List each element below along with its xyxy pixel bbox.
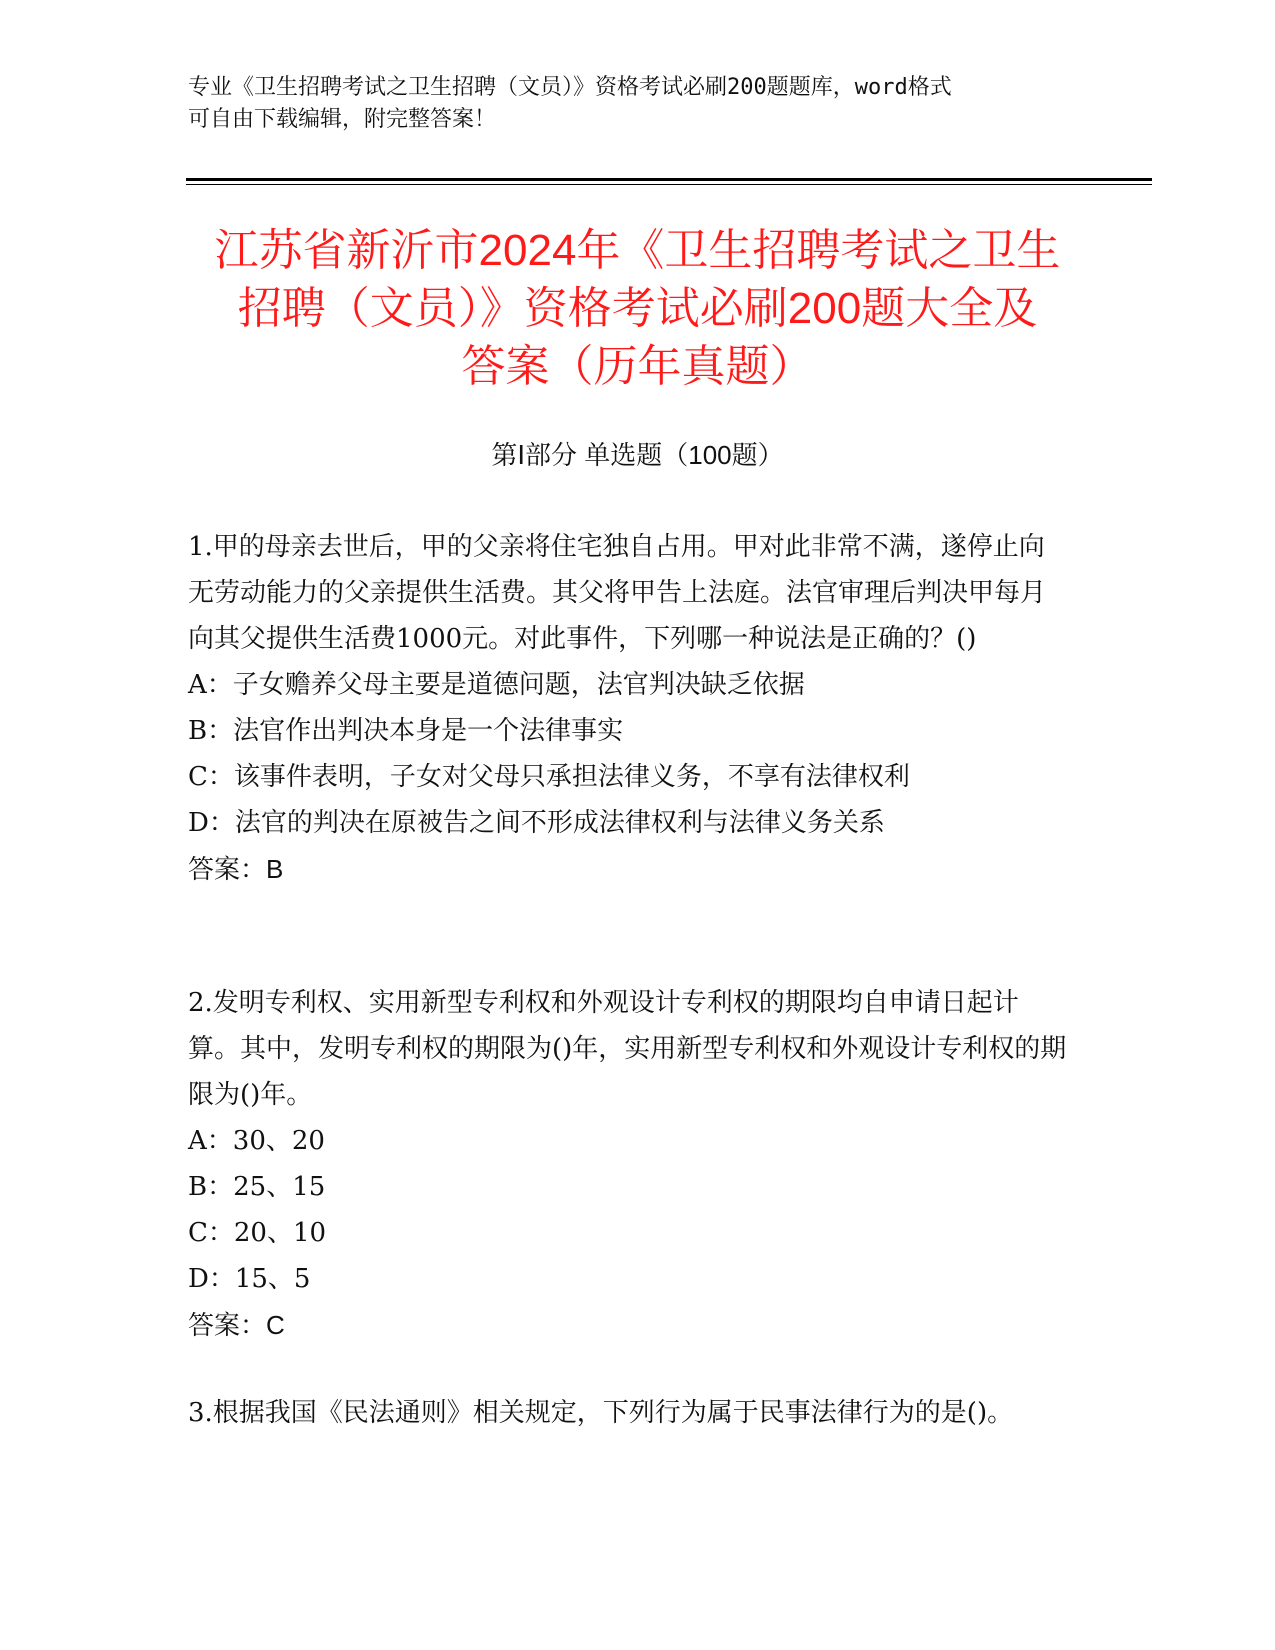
option-c: C：该事件表明，子女对父母只承担法律义务，不享有法律权利	[188, 762, 910, 792]
question-stem: 1.甲的母亲去世后，甲的父亲将住宅独自占用。甲对此非常不满，遂停止向无劳动能力的父亲提供生活费。其父将甲告上法庭。法官审理后判决甲每月向其父提供生活费1000元。对此事件，下列哪一种说法是正确的？()	[188, 532, 1047, 654]
document-title	[170, 222, 1105, 396]
answer: 答案：C	[188, 1310, 285, 1340]
option-c: C：20、10	[188, 1218, 327, 1248]
header-divider-thin	[186, 184, 1152, 185]
section-heading: 第Ⅰ部分 单选题（100题）	[491, 440, 784, 470]
document-title-line-1: 江苏省新沂市2024年《卫生招聘考试之卫生	[214, 226, 1061, 275]
header-note-line-1: 专业《卫生招聘考试之卫生招聘（文员）》资格考试必刷200题题库，word格式	[188, 75, 952, 100]
question-1	[188, 524, 1068, 892]
document-title-line-3: 答案（历年真题）	[461, 342, 814, 391]
header-note-line-2: 可自由下载编辑，附完整答案！	[188, 107, 497, 132]
question-stem: 2.发明专利权、实用新型专利权和外观设计专利权的期限均自申请日起计算。其中，发明专利权的期限为()年，实用新型专利权和外观设计专利权的期限为()年。	[188, 988, 1067, 1110]
header-note	[188, 72, 1068, 136]
option-b: B：法官作出判决本身是一个法律事实	[188, 716, 624, 746]
question-3	[188, 1390, 1068, 1436]
option-d: D：法官的判决在原被告之间不形成法律权利与法律义务关系	[188, 808, 885, 838]
header-divider-thick	[186, 178, 1152, 181]
option-a: A：30、20	[188, 1126, 325, 1156]
question-2	[188, 980, 1068, 1348]
option-d: D：15、5	[188, 1264, 311, 1294]
document-title-line-2: 招聘（文员）》资格考试必刷200题大全及	[237, 284, 1038, 333]
answer: 答案：B	[188, 854, 284, 884]
question-stem: 3.根据我国《民法通则》相关规定，下列行为属于民事法律行为的是()。	[188, 1398, 1014, 1428]
option-a: A：子女赡养父母主要是道德问题，法官判决缺乏依据	[188, 670, 805, 700]
option-b: B：25、15	[188, 1172, 326, 1202]
